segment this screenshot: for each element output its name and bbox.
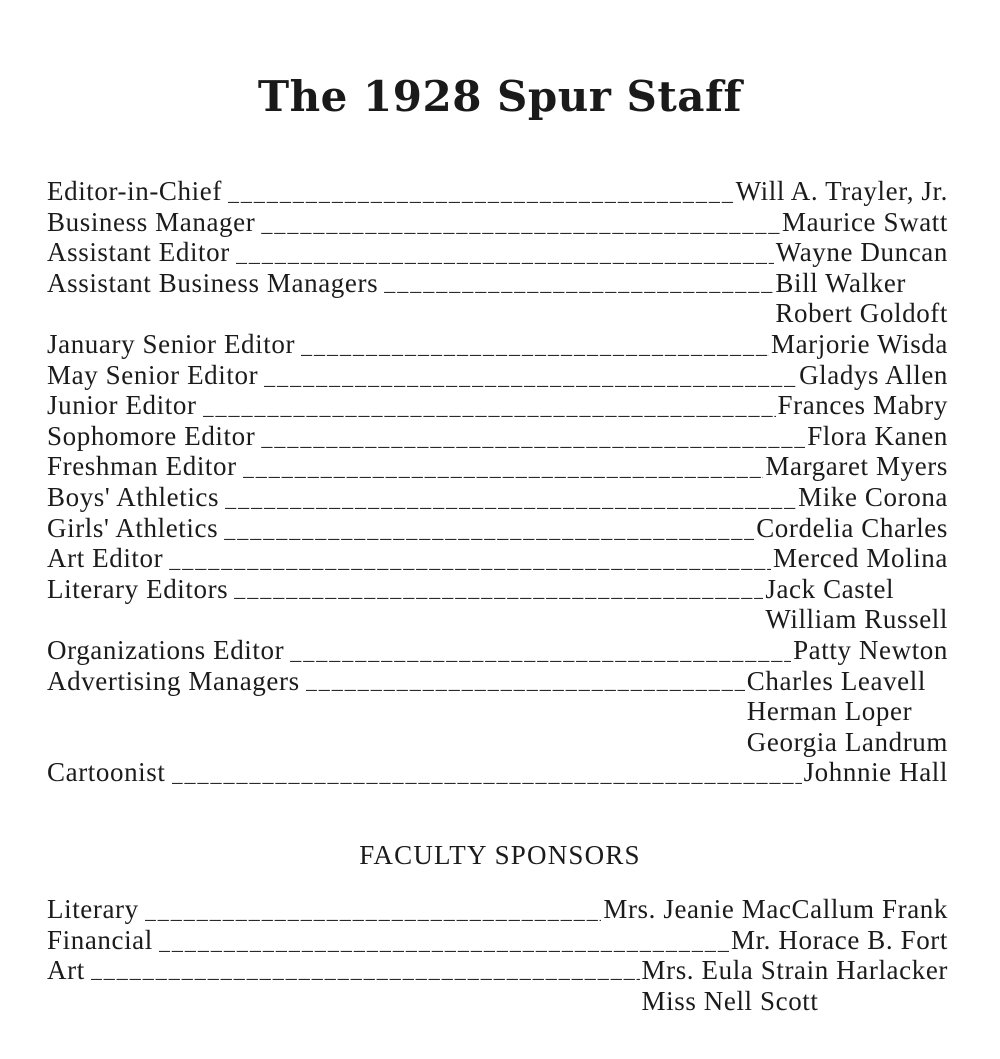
names-group: [736, 176, 948, 207]
dotted-leader: [301, 331, 769, 362]
person-name: Jack Castel: [765, 573, 895, 604]
role-label: Literary Editors: [47, 573, 229, 604]
role-label: Editor-in-Chief: [47, 176, 222, 206]
names-group: [747, 666, 948, 758]
faculty-row: [47, 955, 948, 1016]
person-name: Mrs. Jeanie MacCallum Frank: [603, 894, 948, 924]
person-name: Marjorie Wisda: [770, 328, 948, 359]
staff-row: [47, 390, 948, 421]
names-group: [804, 757, 948, 788]
dotted-leader: [234, 574, 763, 605]
dotted-leader: [261, 423, 805, 454]
dotted-leader: [264, 362, 797, 393]
person-name: Will A. Trayler, Jr.: [735, 176, 948, 206]
dotted-leader: [91, 955, 640, 986]
role-label: Organizations Editor: [47, 634, 285, 665]
person-name: Mr. Horace B. Fort: [730, 924, 948, 955]
names-group: [798, 482, 948, 513]
person-name: Miss Nell Scott: [641, 985, 819, 1016]
names-group: [778, 390, 949, 421]
names-group: [765, 574, 948, 635]
person-name: Cordelia Charles: [756, 512, 948, 543]
person-name: Patty Newton: [793, 634, 948, 665]
names-group: [799, 360, 948, 391]
person-name: Robert Goldoft: [775, 298, 948, 329]
faculty-list: [47, 894, 948, 1016]
dotted-leader: [306, 666, 745, 697]
person-name: Georgia Landrum: [746, 726, 948, 757]
role-label: Business Manager: [47, 206, 256, 237]
names-group: [782, 207, 948, 238]
person-name: William Russell: [765, 604, 948, 635]
role-label: January Senior Editor: [47, 328, 296, 359]
staff-row: [47, 421, 948, 452]
person-name: Wayne Duncan: [775, 237, 948, 268]
dotted-leader: [172, 759, 802, 790]
role-label: Advertising Managers: [47, 665, 300, 696]
names-group: [765, 451, 948, 482]
dotted-leader: [159, 927, 729, 958]
person-name: Herman Loper: [746, 696, 913, 727]
role-label: Sophomore Editor: [47, 420, 256, 451]
staff-row: [47, 451, 948, 482]
staff-row: [47, 574, 948, 635]
dotted-leader: [236, 239, 774, 270]
faculty-sponsors-heading: FACULTY SPONSORS: [359, 840, 641, 870]
person-name: Flora Kanen: [807, 420, 948, 451]
faculty-row: [47, 925, 948, 956]
dotted-leader: [228, 178, 734, 209]
staff-row: [47, 268, 948, 329]
dotted-leader: [203, 392, 776, 423]
role-label: Financial: [47, 924, 153, 955]
staff-row: [47, 237, 948, 268]
staff-row: [47, 635, 948, 666]
role-label: Boys' Athletics: [47, 481, 220, 512]
role-label: Art Editor: [47, 543, 164, 574]
dotted-leader: [224, 515, 754, 546]
person-name: Frances Mabry: [777, 390, 948, 421]
staff-row: [47, 360, 948, 391]
dotted-leader: [384, 268, 773, 299]
staff-row: [47, 513, 948, 544]
role-label: May Senior Editor: [47, 359, 259, 390]
staff-row: [47, 207, 948, 238]
role-label: Assistant Editor: [47, 237, 230, 268]
dotted-leader: [290, 637, 791, 668]
role-label: Literary: [47, 894, 139, 924]
person-name: Maurice Swatt: [781, 206, 948, 237]
person-name: Charles Leavell: [746, 665, 926, 696]
role-label: Art: [47, 955, 85, 986]
names-group: [807, 421, 948, 452]
role-label: Junior Editor: [47, 390, 197, 421]
role-label: Freshman Editor: [47, 451, 237, 482]
names-group: [773, 543, 948, 574]
names-group: [793, 635, 948, 666]
dotted-leader: [145, 896, 602, 927]
staff-list: [47, 176, 948, 788]
page-title: The 1928 Spur Staff: [257, 72, 743, 121]
faculty-row: [47, 894, 948, 925]
staff-row: [47, 666, 948, 758]
staff-row: [47, 329, 948, 360]
person-name: Johnnie Hall: [803, 757, 948, 788]
role-label: Girls' Athletics: [47, 512, 219, 543]
staff-row: [47, 757, 948, 788]
dotted-leader: [261, 209, 780, 240]
dotted-leader: [243, 453, 764, 484]
dotted-leader: [169, 545, 771, 576]
names-group: [731, 925, 948, 956]
role-label: Cartoonist: [47, 757, 166, 788]
staff-row: [47, 543, 948, 574]
staff-row: [47, 482, 948, 513]
person-name: Margaret Myers: [765, 451, 948, 482]
person-name: Merced Molina: [773, 543, 948, 574]
person-name: Bill Walker: [775, 267, 907, 298]
names-group: [775, 268, 948, 329]
dotted-leader: [225, 484, 796, 515]
names-group: [776, 237, 948, 268]
person-name: Mike Corona: [798, 481, 948, 512]
names-group: [603, 894, 948, 925]
role-label: Assistant Business Managers: [47, 267, 379, 298]
names-group: [756, 513, 948, 544]
names-group: [642, 955, 949, 1016]
staff-row: [47, 176, 948, 207]
names-group: [771, 329, 948, 360]
person-name: Gladys Allen: [799, 359, 948, 390]
person-name: Mrs. Eula Strain Harlacker: [641, 955, 948, 986]
